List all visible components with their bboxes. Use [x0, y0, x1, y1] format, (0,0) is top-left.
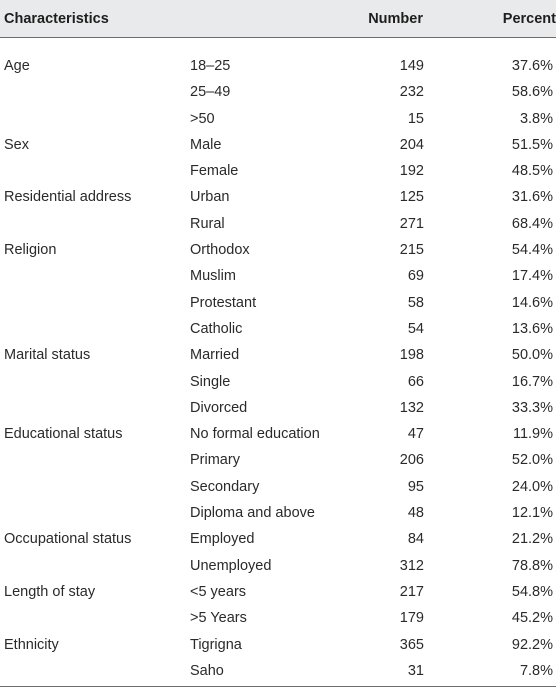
number-cell: 149: [399, 58, 424, 74]
category-cell: Male: [190, 136, 222, 153]
number-cell: 69: [407, 268, 424, 285]
percent-cell: 16.7%: [511, 373, 553, 390]
table-body: [0, 53, 556, 684]
category-cell: Rural: [190, 215, 225, 232]
table-row: [0, 658, 556, 684]
category-cell: No formal education: [190, 426, 320, 443]
category-cell: Catholic: [190, 320, 243, 337]
category-cell: Married: [190, 347, 240, 364]
table-row: [0, 316, 556, 342]
number-cell: 54: [407, 320, 424, 337]
number-cell: 179: [399, 610, 424, 627]
category-cell: Female: [190, 163, 239, 180]
category-cell: >5 Years: [190, 610, 247, 627]
number-cell: 125: [399, 189, 424, 206]
group-cell: Religion: [4, 242, 57, 259]
table-header: [0, 0, 556, 38]
group-cell: Length of stay: [4, 583, 96, 600]
number-cell: 66: [407, 373, 424, 390]
table-row: [0, 579, 556, 605]
number-cell: 15: [407, 110, 424, 127]
number-cell: 84: [407, 531, 424, 548]
category-cell: Unemployed: [190, 557, 272, 574]
table-row: [0, 553, 556, 579]
category-cell: 18–25: [190, 58, 231, 74]
number-cell: 31: [407, 662, 424, 679]
category-cell: Secondary: [190, 478, 260, 495]
table-row: [0, 106, 556, 132]
header-characteristics: Characteristics: [4, 11, 109, 27]
bottom-rule: [0, 686, 556, 687]
table-row: [0, 158, 556, 184]
group-cell: Occupational status: [4, 531, 132, 548]
group-cell: Educational status: [4, 426, 123, 443]
category-cell: 25–49: [190, 84, 231, 101]
group-cell: Age: [4, 58, 30, 74]
number-cell: 132: [399, 399, 424, 416]
percent-cell: 21.2%: [511, 531, 553, 548]
percent-cell: 50.0%: [511, 347, 553, 364]
table-row: [0, 526, 556, 552]
percent-cell: 31.6%: [511, 189, 553, 206]
category-cell: Saho: [190, 662, 224, 679]
percent-cell: 52.0%: [511, 452, 553, 469]
number-cell: 271: [399, 215, 424, 232]
percent-cell: 11.9%: [512, 426, 553, 443]
percent-cell: 78.8%: [511, 557, 553, 574]
percent-cell: 14.6%: [511, 294, 553, 311]
percent-cell: 12.1%: [511, 505, 553, 522]
percent-cell: 7.8%: [519, 662, 553, 679]
percent-cell: 13.6%: [511, 320, 553, 337]
table-row: [0, 421, 556, 447]
category-cell: Single: [190, 373, 231, 390]
percent-cell: 45.2%: [511, 610, 553, 627]
table-row: [0, 474, 556, 500]
percent-cell: 54.4%: [511, 242, 553, 259]
number-cell: 47: [407, 426, 424, 443]
table-row: [0, 211, 556, 237]
category-cell: Urban: [190, 189, 230, 206]
percent-cell: 51.5%: [511, 136, 553, 153]
percent-cell: 92.2%: [511, 636, 553, 653]
category-cell: Employed: [190, 531, 255, 548]
table-row: [0, 290, 556, 316]
number-cell: 312: [399, 557, 424, 574]
category-cell: Muslim: [190, 268, 236, 285]
percent-cell: 68.4%: [511, 215, 553, 232]
number-cell: 206: [399, 452, 424, 469]
category-cell: Diploma and above: [190, 505, 315, 522]
number-cell: 48: [407, 505, 424, 522]
percent-cell: 58.6%: [511, 84, 553, 101]
table-row: [0, 395, 556, 421]
table-row: [0, 132, 556, 158]
number-cell: 192: [399, 163, 424, 180]
percent-cell: 48.5%: [511, 163, 553, 180]
number-cell: 198: [399, 347, 424, 364]
number-cell: 204: [399, 136, 424, 153]
category-cell: Tigrigna: [190, 636, 242, 653]
category-cell: <5 years: [190, 583, 247, 600]
header-percent: Percent: [502, 11, 556, 27]
header-number: Number: [368, 11, 423, 27]
group-cell: Sex: [4, 136, 29, 153]
table-row: [0, 79, 556, 105]
table-row: [0, 53, 556, 79]
percent-cell: 24.0%: [511, 478, 553, 495]
number-cell: 95: [407, 478, 424, 495]
percent-cell: 3.8%: [519, 110, 553, 127]
category-cell: Protestant: [190, 294, 257, 311]
percent-cell: 17.4%: [511, 268, 553, 285]
table-row: [0, 369, 556, 395]
table-row: [0, 500, 556, 526]
category-cell: Divorced: [190, 399, 248, 416]
number-cell: 365: [399, 636, 424, 653]
number-cell: 217: [399, 583, 424, 600]
table-row: [0, 632, 556, 658]
table-row: [0, 605, 556, 631]
number-cell: 58: [407, 294, 424, 311]
table-row: [0, 237, 556, 263]
category-cell: Primary: [190, 452, 240, 469]
percent-cell: 33.3%: [511, 399, 553, 416]
category-cell: Orthodox: [190, 242, 250, 259]
table-row: [0, 263, 556, 289]
number-cell: 232: [399, 84, 424, 101]
table-row: [0, 342, 556, 368]
number-cell: 215: [399, 242, 424, 259]
group-cell: Residential address: [4, 189, 132, 206]
percent-cell: 54.8%: [511, 583, 553, 600]
percent-cell: 37.6%: [511, 58, 553, 74]
table-row: [0, 447, 556, 473]
group-cell: Ethnicity: [4, 636, 59, 653]
group-cell: Marital status: [4, 347, 91, 364]
category-cell: >50: [190, 110, 215, 127]
table-row: [0, 184, 556, 210]
